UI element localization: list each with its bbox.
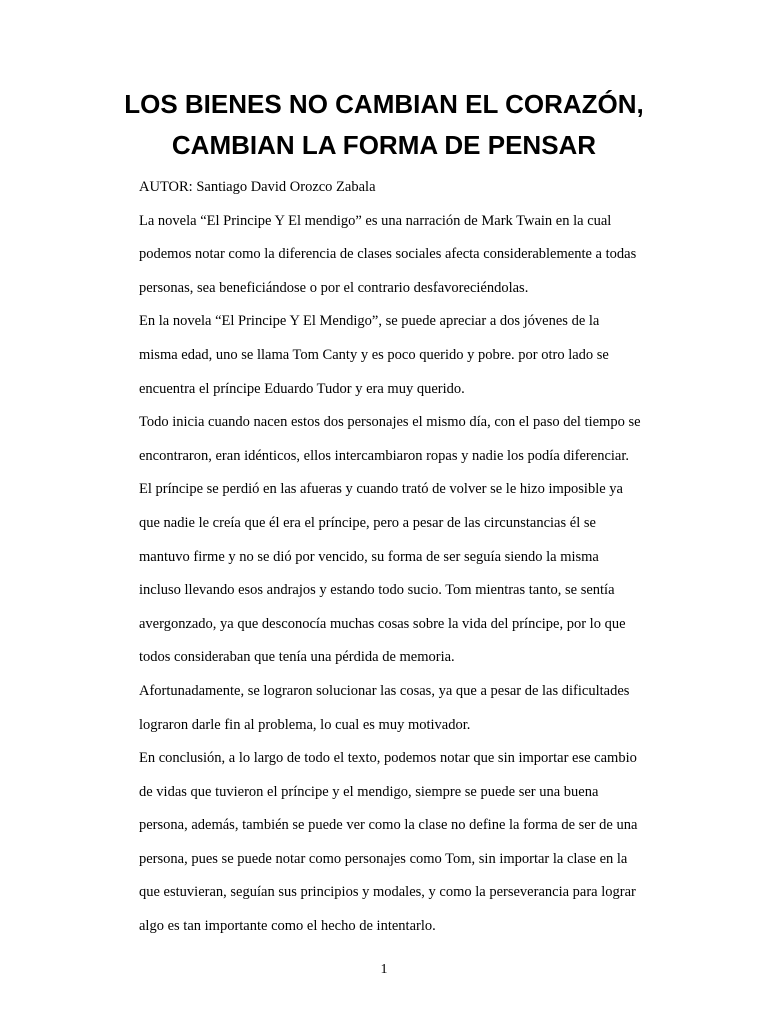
body-text-line: La novela “El Principe Y El mendigo” es una narración de Mark Twain en la cual (139, 212, 612, 229)
document-title-line-1: LOS BIENES NO CAMBIAN EL CORAZÓN, (124, 89, 644, 119)
page-number: 1 (380, 962, 388, 977)
body-text-line: mantuvo firme y no se dió por vencido, su forma de ser seguía siendo la misma (139, 548, 599, 565)
body-text-line: Todo inicia cuando nacen estos dos personajes el mismo día, con el paso del tiempo se (139, 414, 641, 431)
body-text-line: El príncipe se perdió en las afueras y cuando trató de volver se le hizo imposible ya (139, 481, 623, 498)
document-body (139, 175, 679, 948)
body-text-line: persona, además, también se puede ver como la clase no define la forma de ser de una (139, 817, 638, 834)
body-text-line: de vidas que tuvieron el príncipe y el mendigo, siempre se puede ser una buena (139, 783, 599, 800)
body-text-line: incluso llevando esos andrajos y estando todo sucio. Tom mientras tanto, se sentía (139, 582, 615, 599)
body-text-line: que nadie le creía que él era el príncipe, pero a pesar de las circunstancias él se (139, 514, 596, 531)
document-title-line-2: CAMBIAN LA FORMA DE PENSAR (171, 130, 597, 160)
body-text-line: que estuvieran, seguían sus principios y modales, y como la perseverancia para lograr (139, 884, 636, 901)
author-line: AUTOR: Santiago David Orozco Zabala (139, 179, 376, 195)
body-text-line: todos consideraban que tenía una pérdida de memoria. (139, 649, 455, 666)
body-text-line: misma edad, uno se llama Tom Canty y es poco querido y pobre. por otro lado se (139, 346, 609, 363)
body-text-line: persona, pues se puede notar como personajes como Tom, sin importar la clase en la (139, 850, 628, 867)
body-text-line: personas, sea beneficiándose o por el contrario desfavoreciéndolas. (139, 279, 529, 296)
body-text-line: avergonzado, ya que desconocía muchas cosas sobre la vida del príncipe, por lo que (139, 615, 626, 632)
body-text-line: podemos notar como la diferencia de clases sociales afecta considerablemente a todas (139, 246, 637, 263)
body-text-line: lograron darle fin al problema, lo cual es muy motivador. (139, 716, 471, 733)
body-text-line: algo es tan importante como el hecho de intentarlo. (139, 918, 436, 935)
body-text-line: encontraron, eran idénticos, ellos intercambiaron ropas y nadie los podía diferenciar. (139, 447, 629, 464)
body-text-line: encuentra el príncipe Eduardo Tudor y era muy querido. (139, 380, 465, 397)
body-text-line: En la novela “El Principe Y El Mendigo”, se puede apreciar a dos jóvenes de la (139, 313, 600, 330)
body-text-line: En conclusión, a lo largo de todo el texto, podemos notar que sin importar ese cambio (139, 750, 637, 767)
body-text-line: Afortunadamente, se lograron solucionar las cosas, ya que a pesar de las dificultades (139, 682, 630, 699)
